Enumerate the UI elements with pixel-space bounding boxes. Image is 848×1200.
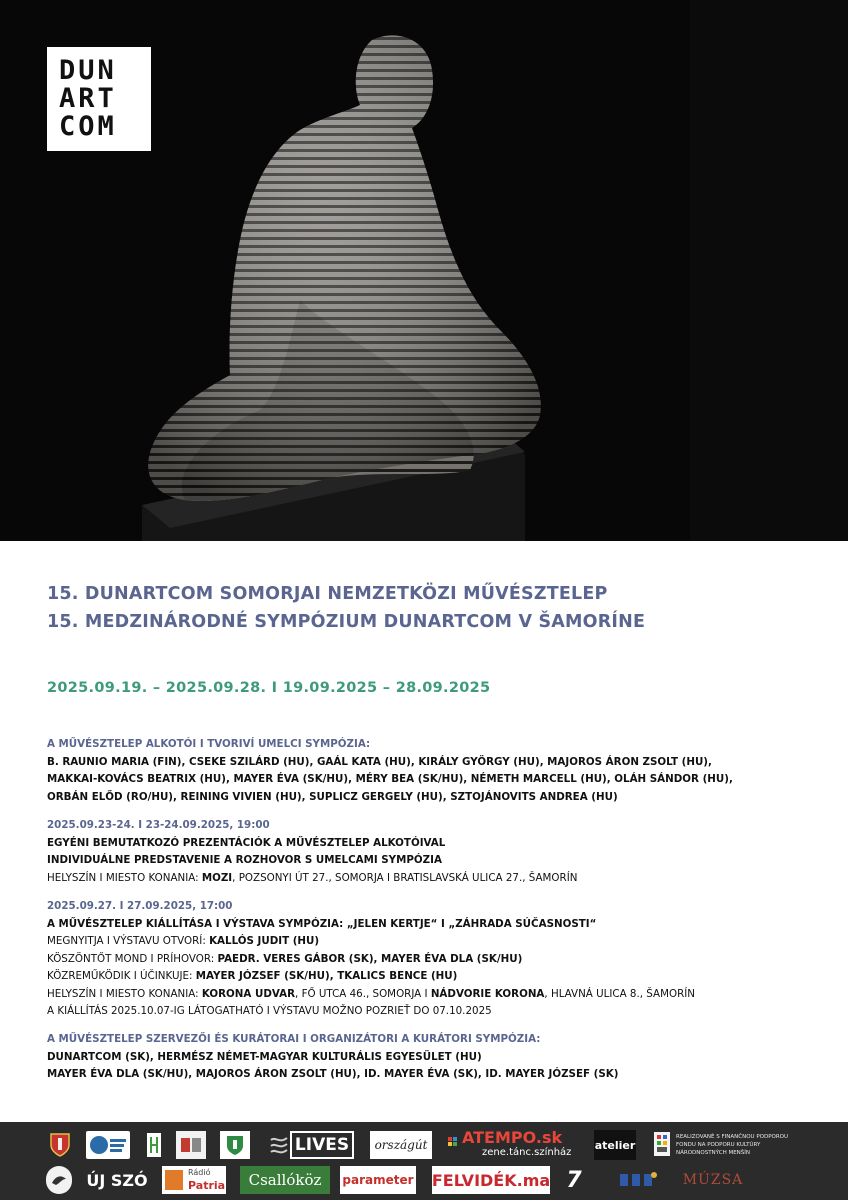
event2-venue-name2: NÁDVORIE KORONA xyxy=(430,987,545,1000)
kmk-logo xyxy=(616,1166,660,1194)
title-hu: 15. DUNARTCOM SOMORJAI NEMZETKÖZI MŰVÉSZTELEP xyxy=(47,584,608,604)
event2-visit: A KIÁLLÍTÁS 2025.10.07-IG LÁTOGATHATÓ I VÝSTAVU MOŽNO POZRIEŤ DO 07.10.2025 xyxy=(47,1005,492,1017)
atempo-name: ATEMPO.sk xyxy=(462,1128,563,1147)
title-sk: 15. MEDZINÁRODNÉ SYMPÓZIUM DUNARTCOM V ŠAMORÍNE xyxy=(47,612,646,632)
parameter-logo: parameter xyxy=(340,1166,416,1194)
event1-title-sk: INDIVIDUÁLNE PREDSTAVENIE A ROZHOVOR S UMELCAMI SYMPÓZIA xyxy=(47,854,442,866)
crest-icon xyxy=(223,1133,247,1157)
event2-greet-name: PAEDR. VERES GÁBOR (SK), MAYER ÉVA DLA (SK/HU) xyxy=(217,952,523,965)
ujszo-logo: ÚJ SZÓ xyxy=(86,1170,148,1190)
event2-venue-rest: , HLAVNÁ ULICA 8., ŠAMORÍN xyxy=(544,987,695,1000)
muzsa-logo: MÚZSA xyxy=(682,1172,744,1188)
logo-row-3: COM xyxy=(59,111,117,142)
fund-text: REALIZOVANÉ S FINANČNOU PODPOROU FONDU NA PODPORU KULTÚRY NÁRODNOSTNÝCH MENŠÍN xyxy=(676,1134,789,1156)
book-icon xyxy=(179,1135,203,1155)
felvidek-logo: FELVIDÉK.ma xyxy=(432,1166,550,1194)
artists-heading: A MŰVÉSZTELEP ALKOTÓI I TVORIVÍ UMELCI SYMPÓZIA: xyxy=(47,738,371,750)
artists-line-3: ORBÁN ELŐD (RO/HU), REINING VIVIEN (HU), SUPLICZ GERGELY (HU), SZTOJÁNOVITS ANDREA (HU) xyxy=(47,790,618,803)
event2-venue-label: HELYSZÍN I MIESTO KONANIA: xyxy=(47,987,202,1000)
event2-perf-label: KÖZREMŰKÖDIK I ÚČINKUJE: xyxy=(47,970,196,982)
lives-logo: LIVES xyxy=(290,1131,354,1159)
event1-section xyxy=(47,817,837,887)
patria-label: Patria xyxy=(188,1179,226,1192)
event2-greeting xyxy=(47,951,837,969)
bird-icon xyxy=(50,1171,68,1189)
dots-icon xyxy=(448,1132,458,1142)
event1-venue-name: MOZI xyxy=(201,871,233,884)
organizers-section xyxy=(47,1031,837,1084)
organizers-line-1: DUNARTCOM (SK), HERMÉSZ NÉMET-MAGYAR KULTURÁLIS EGYESÜLET (HU) xyxy=(47,1050,482,1063)
town-logo xyxy=(220,1131,250,1159)
foundation-logo xyxy=(86,1131,130,1159)
event-dates: 2025.09.19. – 2025.09.28. I 19.09.2025 – 28.09.2025 xyxy=(47,680,491,696)
radio-label: Rádió xyxy=(188,1168,211,1177)
book-logo xyxy=(176,1131,206,1159)
sponsors-bar xyxy=(0,1122,848,1200)
radio-patria-logo xyxy=(162,1166,226,1194)
shield-icon xyxy=(49,1132,71,1158)
kmk-emblem-icon xyxy=(618,1170,658,1190)
event1-venue xyxy=(47,870,837,888)
artists-line-1: B. RAUNIO MARIA (FIN), CSEKE SZILÁRD (HU), GAÁL KATA (HU), KIRÁLY GYÖRGY (HU), MAJOROS ÁRON ZSOLT (HU), xyxy=(47,755,712,768)
dunartcom-logo xyxy=(47,47,151,151)
fund-logo-mark xyxy=(654,1132,670,1156)
event1-date: 2025.09.23-24. I 23-24.09.2025, 19:00 xyxy=(47,819,270,831)
event2-performers xyxy=(47,968,837,986)
waves-logo xyxy=(268,1131,290,1159)
event2-title: A MŰVÉSZTELEP KIÁLLÍTÁSA I VÝSTAVA SYMPÓZIA: „JELEN KERTJE“ I „ZÁHRADA SÚČASNOSTI“ xyxy=(47,917,597,930)
circle-logo xyxy=(46,1166,72,1194)
event2-venue xyxy=(47,986,837,1004)
titles xyxy=(47,580,827,636)
event1-venue-rest: , POZSONYI ÚT 27., SOMORJA I BRATISLAVSKÁ ULICA 27., ŠAMORÍN xyxy=(232,871,578,884)
organizers-line-2: MAYER ÉVA DLA (SK/HU), MAJOROS ÁRON ZSOLT (HU), ID. MAYER ÉVA (SK), ID. MAYER JÓZSEF (SK) xyxy=(47,1068,619,1080)
h-emblem-icon xyxy=(147,1133,161,1157)
logo-row-2: ART xyxy=(59,83,117,114)
event2-section xyxy=(47,898,837,1021)
grid-icon xyxy=(656,1134,668,1154)
circle-emblem-icon xyxy=(88,1133,128,1157)
radio-patria-mark xyxy=(165,1170,183,1190)
artists-line-2: MAKKAI-KOVÁCS BEATRIX (HU), MAYER ÉVA (SK/HU), MÉRY BEA (SK/HU), NÉMETH MARCELL (HU), OLÁH SÁNDOR (HU), xyxy=(47,773,733,785)
coat-of-arms-logo xyxy=(46,1131,74,1159)
event2-opening xyxy=(47,933,837,951)
atempo-subtitle: zene.tánc.színház xyxy=(482,1147,572,1158)
atelier-logo: atelier xyxy=(594,1130,636,1160)
logo-row-1: DUN xyxy=(59,55,117,86)
green-logo xyxy=(142,1131,166,1159)
event2-greet-label: KÖSZÖNTŐT MOND I PRÍHOVOR: xyxy=(47,952,218,965)
orszagut-logo: országút xyxy=(370,1131,432,1159)
csallokoz-logo: Csallóköz xyxy=(240,1166,330,1194)
event2-venue-name1: KORONA UDVAR xyxy=(201,987,296,1000)
artists-section xyxy=(47,736,837,806)
seven-logo: 7 xyxy=(566,1167,582,1193)
event2-venue-mid: , FŐ UTCA 46., SOMORJA I xyxy=(295,987,431,1000)
event2-perf-name: MAYER JÓZSEF (SK/HU), TKALICS BENCE (HU) xyxy=(195,970,458,982)
organizers-heading: A MŰVÉSZTELEP SZERVEZŐI ÉS KURÁTORAI I ORGANIZÁTORI A KURÁTORI SYMPÓZIA: xyxy=(47,1033,541,1045)
waves-icon xyxy=(269,1134,289,1156)
event2-date: 2025.09.27. I 27.09.2025, 17:00 xyxy=(47,900,233,912)
event2-open-label: MEGNYITJA I VÝSTAVU OTVORÍ: xyxy=(47,935,210,947)
hero-image xyxy=(0,0,848,541)
atempo-logo xyxy=(448,1128,588,1162)
event1-title-hu: EGYÉNI BEMUTATKOZÓ PREZENTÁCIÓK A MŰVÉSZTELEP ALKOTÓIVAL xyxy=(47,836,446,849)
event1-venue-label: HELYSZÍN I MIESTO KONANIA: xyxy=(47,871,202,884)
event2-open-name: KALLÓS JUDIT (HU) xyxy=(209,935,320,947)
